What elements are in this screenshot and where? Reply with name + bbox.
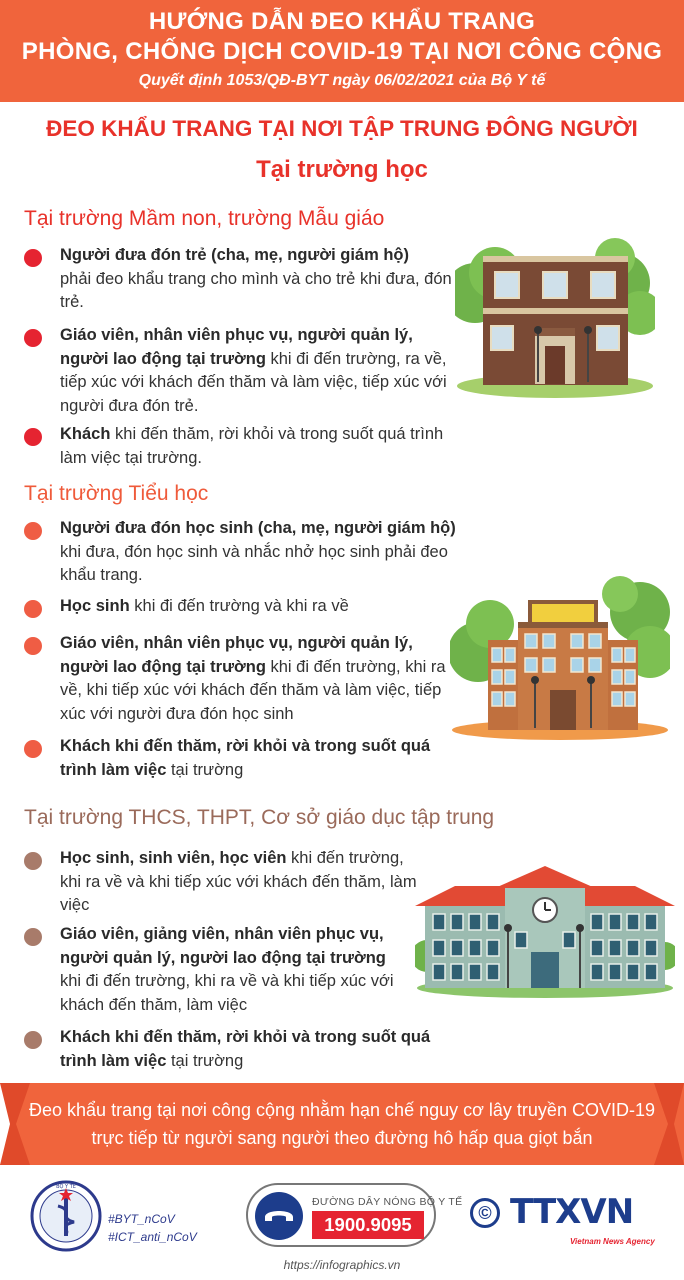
ministry-of-health-logo (30, 1180, 102, 1252)
hashtag-byt[interactable]: #BYT_nCoV (108, 1212, 175, 1226)
header-title-line1: HƯỚNG DẪN ĐEO KHẨU TRANG (148, 8, 536, 35)
list-item (60, 595, 455, 619)
primary-school-building-illustration (450, 572, 670, 742)
item-bold-text: Khách khi đến thăm, rời khỏi và trong suốt quá trình làm việc (60, 1028, 431, 1070)
item-text: phải đeo khẩu trang cho mình và cho trẻ khi đưa, đón trẻ. (60, 269, 452, 311)
list-item (60, 923, 410, 1017)
list-item (60, 1026, 440, 1073)
list-item (60, 423, 455, 470)
secondary-school-building-illustration (415, 860, 675, 1000)
phone-icon (254, 1191, 304, 1241)
item-bold-text: Khách (60, 425, 111, 443)
item-bold-text: Người đưa đón trẻ (cha, mẹ, người giám hộ) (60, 246, 409, 264)
bullet-dot (24, 522, 42, 540)
item-text: khi đi đến trường, ra về, tiếp xúc với khách đến thăm và làm việc, tiếp xúc với người đưa đón trẻ. (60, 349, 447, 415)
item-bold-text: Giáo viên, nhân viên phục vụ, người quản lý, người lao động tại trường (60, 326, 413, 368)
ttxvn-logo: TTXVN (510, 1192, 634, 1232)
item-text: khi đến trường, khi ra về và khi tiếp xúc với khách đến thăm, làm việc (60, 849, 417, 914)
bullet-dot (24, 329, 42, 347)
bullet-dot (24, 1031, 42, 1049)
section-title-preschool: Tại trường Mầm non, trường Mẫu giáo (24, 207, 385, 230)
list-item (60, 244, 455, 315)
preschool-building-illustration (455, 238, 655, 398)
item-bold-text: Học sinh (60, 597, 130, 615)
bottom-banner (0, 1083, 684, 1165)
bullet-dot (24, 740, 42, 758)
bullet-dot (24, 600, 42, 618)
banner-line2: trực tiếp từ người sang người theo đường hô hấp qua giọt bắn (91, 1128, 593, 1148)
hotline-label: ĐƯỜNG DÂY NÓNG BỘ Y TẾ (312, 1196, 463, 1208)
item-bold-text: Học sinh, sinh viên, học viên (60, 849, 287, 867)
item-text: khi đến thăm, rời khỏi và trong suốt quá trình làm việc tại trường. (60, 425, 444, 467)
page-headline: ĐEO KHẨU TRANG TẠI NƠI TẬP TRUNG ĐÔNG NGƯỜI (46, 116, 638, 141)
bullet-dot (24, 852, 42, 870)
banner-line1: Đeo khẩu trang tại nơi công cộng nhằm hạn chế nguy cơ lây truyền COVID-19 (29, 1100, 655, 1120)
item-text: tại trường (166, 1051, 244, 1070)
bullet-dot (24, 928, 42, 946)
list-item (60, 847, 420, 918)
moh-logo-text: BỘ Y TẾ (56, 1184, 76, 1190)
copyright-icon: © (470, 1198, 500, 1228)
bullet-dot (24, 637, 42, 655)
item-bold-text: Người đưa đón học sinh (cha, mẹ, người giám hộ) (60, 519, 456, 537)
bullet-dot (24, 428, 42, 446)
list-item (60, 324, 455, 418)
agency-name: Vietnam News Agency (570, 1237, 655, 1246)
website-link[interactable]: https://infographics.vn (283, 1258, 401, 1272)
hotline-number[interactable]: 1900.9095 (312, 1211, 424, 1239)
section-title-secondary: Tại trường THCS, THPT, Cơ sở giáo dục tập trung (24, 806, 495, 829)
list-item (60, 517, 480, 588)
item-text: tại trường (166, 760, 244, 779)
header-band (0, 0, 684, 102)
list-item (60, 735, 455, 782)
item-bold-text: Giáo viên, nhân viên phục vụ, người quản lý, người lao động tại trường (60, 634, 413, 676)
item-text: khi đi đến trường và khi ra về (129, 597, 349, 615)
item-text: khi đưa, đón học sinh và nhắc nhở học sinh phải đeo khẩu trang. (60, 542, 448, 584)
item-text: khi đi đến trường, khi ra về và khi tiếp xúc với khách đến thăm, làm việc (60, 972, 394, 1014)
header-decision: Quyết định 1053/QĐ-BYT ngày 06/02/2021 của Bộ Y tế (138, 72, 546, 89)
hashtag-ict[interactable]: #ICT_anti_nCoV (108, 1230, 197, 1244)
list-item (60, 632, 455, 726)
section-title-primary: Tại trường Tiểu học (24, 482, 209, 505)
item-text: khi đi đến trường, khi ra về, khi tiếp xúc với khách đến thăm và làm việc, tiếp xúc với người đưa đón học sinh (60, 657, 446, 723)
bullet-dot (24, 249, 42, 267)
header-title-line2: PHÒNG, CHỐNG DỊCH COVID-19 TẠI NƠI CÔNG CỘNG (21, 38, 663, 65)
item-bold-text: Giáo viên, giảng viên, nhân viên phục vụ, người quản lý, người lao động tại trường (60, 925, 386, 967)
page-subhead: Tại trường học (256, 156, 428, 183)
item-bold-text: Khách khi đến thăm, rời khỏi và trong suốt quá trình làm việc (60, 737, 431, 779)
